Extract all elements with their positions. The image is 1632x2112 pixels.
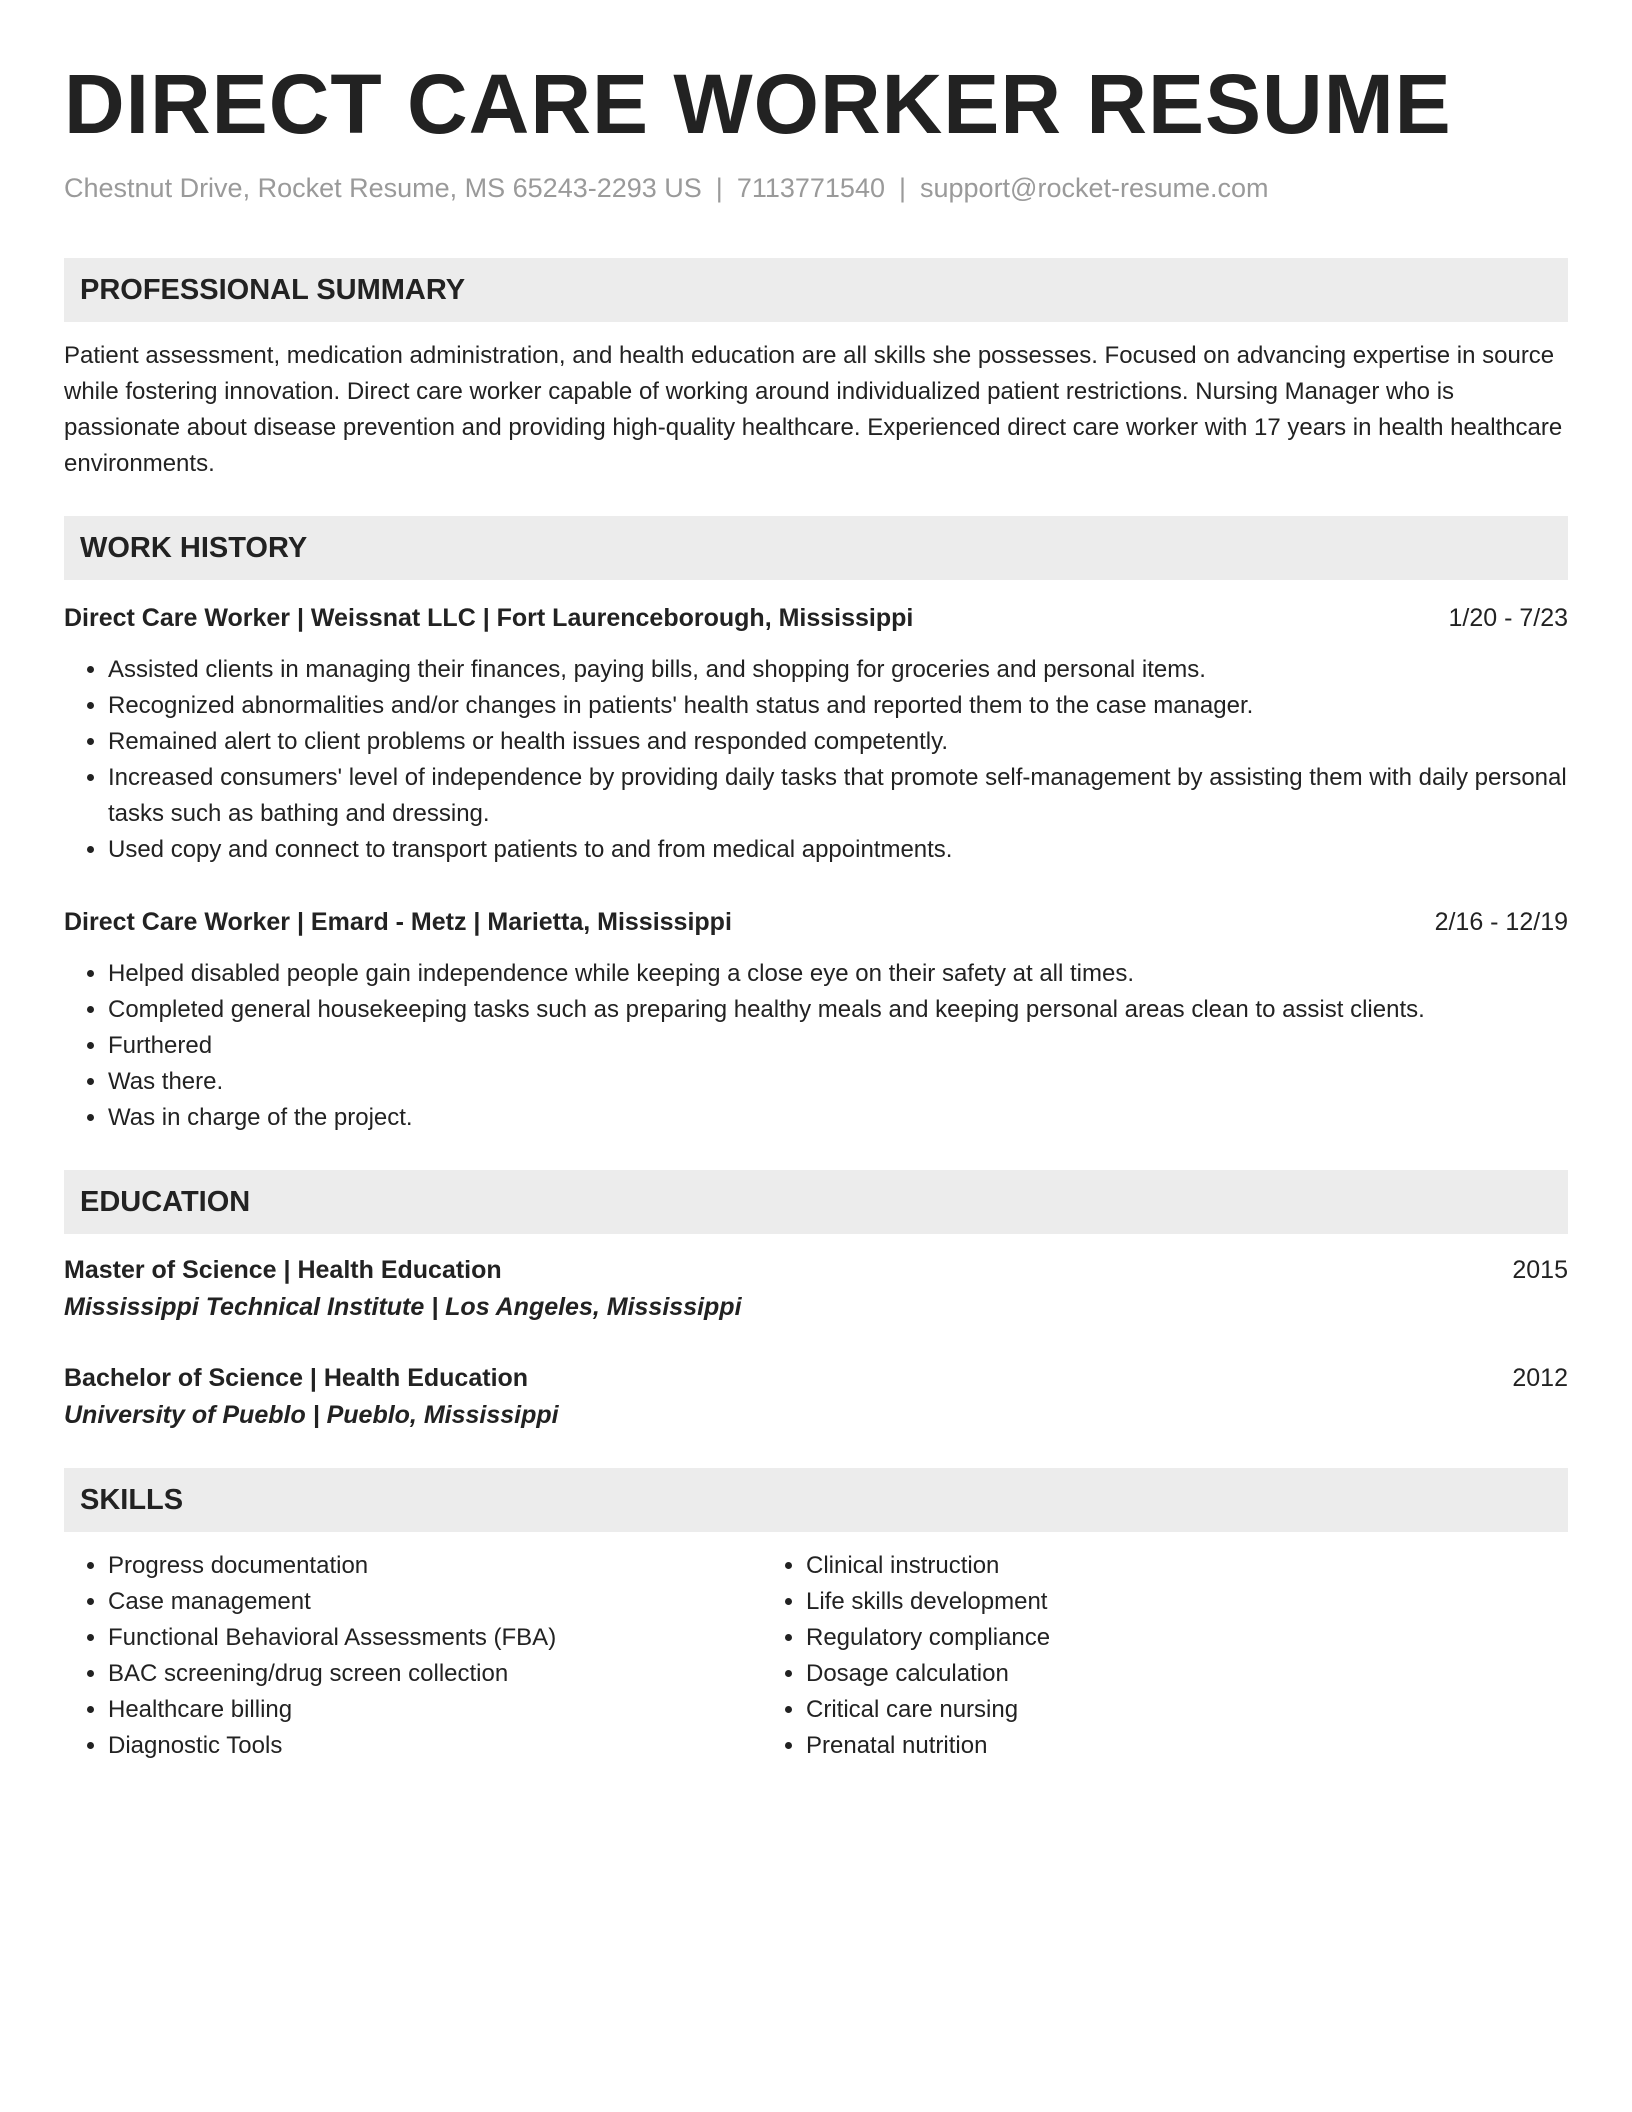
job-bullet: • Helped disabled people gain independence while keeping a close eye on their safety at all times. <box>108 956 1568 992</box>
education-header <box>64 1360 1568 1396</box>
skill-item: • Functional Behavioral Assessments (FBA) <box>108 1620 762 1656</box>
section-heading-work-history: WORK HISTORY <box>64 516 1568 580</box>
education-year: 2012 <box>1512 1364 1568 1392</box>
skill-item: • Regulatory compliance <box>806 1620 1460 1656</box>
job-entry <box>64 600 1568 868</box>
job-header <box>64 904 1568 940</box>
job-dates: 2/16 - 12/19 <box>1434 908 1568 936</box>
education-entry <box>64 1252 1568 1326</box>
skill-item: • Progress documentation <box>108 1548 762 1584</box>
skill-item: • Critical care nursing <box>806 1692 1460 1728</box>
job-title: Direct Care Worker | Weissnat LLC | Fort Laurenceborough, Mississippi <box>64 604 914 632</box>
job-bullet: • Used copy and connect to transport patients to and from medical appointments. <box>108 832 1568 868</box>
job-header <box>64 600 1568 636</box>
skill-item: • Diagnostic Tools <box>108 1728 762 1764</box>
education-school: Mississippi Technical Institute | Los Angeles, Mississippi <box>64 1293 742 1321</box>
job-bullet: • Was there. <box>108 1064 1568 1100</box>
job-bullet: • Remained alert to client problems or health issues and responded competently. <box>108 724 1568 760</box>
skill-item: • BAC screening/drug screen collection <box>108 1656 762 1692</box>
job-bullet: • Increased consumers' level of independence by providing daily tasks that promote self-management by assisting them with daily personal tasks such as bathing and dressing. <box>108 760 1568 832</box>
job-bullets <box>64 956 1568 1136</box>
skill-item: • Clinical instruction <box>806 1548 1460 1584</box>
job-bullet: • Recognized abnormalities and/or changes in patients' health status and reported them to the case manager. <box>108 688 1568 724</box>
contact-phone: 7113771540 <box>736 173 885 203</box>
education-header <box>64 1252 1568 1288</box>
section-heading-education: EDUCATION <box>64 1170 1568 1234</box>
skill-item: • Healthcare billing <box>108 1692 762 1728</box>
education-degree: Master of Science | Health Education <box>64 1256 502 1284</box>
section-heading-skills: SKILLS <box>64 1468 1568 1532</box>
job-entry <box>64 904 1568 1136</box>
skill-item: • Life skills development <box>806 1584 1460 1620</box>
contact-separator: | <box>898 173 906 203</box>
contact-address: Chestnut Drive, Rocket Resume, MS 65243-2293 US <box>64 173 702 203</box>
resume-title: DIRECT CARE WORKER RESUME <box>64 57 1452 151</box>
job-dates: 1/20 - 7/23 <box>1448 604 1568 632</box>
contact-separator: | <box>715 173 723 203</box>
skill-item: • Case management <box>108 1584 762 1620</box>
section-heading-summary: PROFESSIONAL SUMMARY <box>64 258 1568 322</box>
job-bullet: • Assisted clients in managing their finances, paying bills, and shopping for groceries and personal items. <box>108 652 1568 688</box>
job-title: Direct Care Worker | Emard - Metz | Marietta, Mississippi <box>64 908 732 936</box>
education-entry <box>64 1360 1568 1434</box>
contact-email: support@rocket-resume.com <box>920 173 1269 203</box>
skills-columns <box>64 1548 1568 1764</box>
job-bullet: • Was in charge of the project. <box>108 1100 1568 1136</box>
contact-line <box>64 170 1568 206</box>
summary-text: Patient assessment, medication administration, and health education are all skills she possesses. Focused on advancing expertise in source while fostering innovation. Direct care worker capable of working around individualized patient restrictions. Nursing Manager who is passionate about disease prevention and providing high-quality healthcare. Experienced direct care worker with 17 years in health healthcare environments. <box>64 342 1563 477</box>
skill-item: • Prenatal nutrition <box>806 1728 1460 1764</box>
education-school: University of Pueblo | Pueblo, Mississippi <box>64 1401 559 1429</box>
skills-list-right <box>762 1548 1460 1764</box>
job-bullet: • Completed general housekeeping tasks such as preparing healthy meals and keeping personal areas clean to assist clients. <box>108 992 1568 1028</box>
skills-list-left <box>64 1548 762 1764</box>
education-year: 2015 <box>1512 1256 1568 1284</box>
skill-item: • Dosage calculation <box>806 1656 1460 1692</box>
job-bullet: • Furthered <box>108 1028 1568 1064</box>
education-degree: Bachelor of Science | Health Education <box>64 1364 529 1392</box>
job-bullets <box>64 652 1568 868</box>
